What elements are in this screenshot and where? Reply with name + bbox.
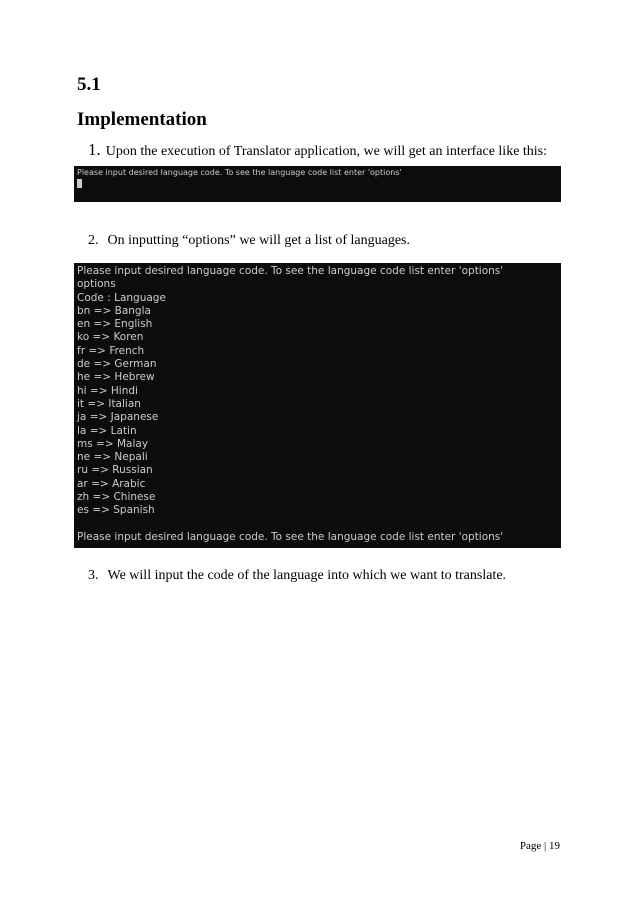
page-number: Page | 19 — [519, 840, 560, 852]
language-arrow: => — [92, 491, 111, 504]
language-name: English — [114, 318, 153, 331]
language-code: it — [77, 397, 85, 410]
step-2-text: On inputting “options” we will get a list of languages. — [107, 233, 411, 248]
step-3-number: 3. — [88, 568, 99, 583]
terminal-2-output — [77, 265, 503, 544]
terminal-1-prompt: Please input desired language code. To see the language code list enter 'options' — [77, 168, 402, 177]
language-name: Koren — [113, 331, 144, 344]
step-2 — [88, 232, 410, 250]
language-code: ru — [77, 464, 88, 477]
language-code: ko — [77, 331, 90, 344]
language-row — [77, 345, 503, 358]
language-name: Latin — [110, 424, 137, 437]
language-row — [77, 331, 503, 344]
step-1-text: Upon the execution of Translator application, we will get an interface like this: — [105, 144, 548, 159]
language-code: en — [77, 318, 91, 331]
language-row — [77, 411, 503, 424]
terminal-cursor — [77, 179, 82, 188]
section-number: 5.1 — [77, 74, 101, 95]
section-title: Implementation — [77, 109, 207, 130]
language-list-header: Code : Language — [77, 291, 166, 304]
language-name: Russian — [112, 464, 153, 477]
language-code: hi — [77, 384, 87, 397]
terminal-blank-line — [77, 518, 503, 531]
language-row — [77, 504, 503, 517]
language-row — [77, 305, 503, 318]
language-name: Chinese — [113, 491, 156, 504]
language-name: Japanese — [110, 411, 159, 424]
terminal-2-input: options — [77, 278, 116, 291]
language-code: fr — [77, 344, 86, 357]
language-name: Italian — [108, 397, 141, 410]
language-code: la — [77, 424, 87, 437]
language-arrow: => — [89, 384, 108, 397]
language-arrow: => — [89, 411, 108, 424]
terminal-2-prompt: Please input desired language code. To see the language code list enter 'options' — [77, 265, 504, 277]
terminal-screenshot-2 — [74, 263, 561, 548]
language-code: ja — [77, 411, 87, 424]
terminal-2-prompt-repeat: Please input desired language code. To see the language code list enter 'options' — [77, 530, 504, 543]
language-arrow: => — [93, 318, 112, 331]
language-row — [77, 425, 503, 438]
language-name: Spanish — [113, 504, 155, 517]
language-row — [77, 398, 503, 411]
language-name: Arabic — [112, 477, 146, 490]
language-arrow: => — [96, 437, 114, 450]
language-name: Hindi — [110, 384, 138, 397]
language-code: bn — [77, 304, 91, 317]
language-code: ms — [77, 437, 93, 450]
language-arrow: => — [93, 451, 112, 464]
language-name: Bangla — [114, 304, 151, 317]
language-code: es — [77, 504, 89, 517]
terminal-screenshot-1 — [74, 166, 561, 202]
step-1-number: 1. — [88, 140, 101, 159]
step-1 — [88, 141, 547, 161]
language-arrow: => — [92, 331, 111, 344]
language-row — [77, 438, 503, 451]
language-arrow: => — [91, 477, 109, 490]
language-row — [77, 358, 503, 371]
language-row — [77, 464, 503, 477]
language-arrow: => — [91, 464, 109, 477]
language-name: Malay — [117, 437, 149, 450]
step-3-text: We will input the code of the language into which we want to translate. — [107, 568, 507, 583]
language-row — [77, 385, 503, 398]
language-row — [77, 491, 503, 504]
step-2-number: 2. — [88, 233, 99, 248]
language-code: de — [77, 358, 91, 371]
language-arrow: => — [89, 424, 108, 437]
language-list — [77, 305, 503, 518]
language-arrow: => — [93, 304, 112, 317]
language-code: ne — [77, 451, 91, 464]
language-arrow: => — [92, 504, 110, 517]
language-row — [77, 318, 503, 331]
step-3 — [88, 567, 506, 585]
language-row — [77, 371, 503, 384]
language-row — [77, 451, 503, 464]
language-arrow: => — [87, 397, 105, 410]
language-code: zh — [77, 491, 90, 504]
language-arrow: => — [93, 358, 112, 371]
language-arrow: => — [93, 371, 112, 384]
language-arrow: => — [88, 344, 106, 357]
language-name: Hebrew — [114, 371, 155, 384]
language-name: French — [109, 344, 145, 357]
language-name: Nepali — [114, 451, 148, 464]
language-code: he — [77, 371, 91, 384]
language-name: German — [114, 358, 157, 371]
language-code: ar — [77, 477, 88, 490]
language-row — [77, 478, 503, 491]
